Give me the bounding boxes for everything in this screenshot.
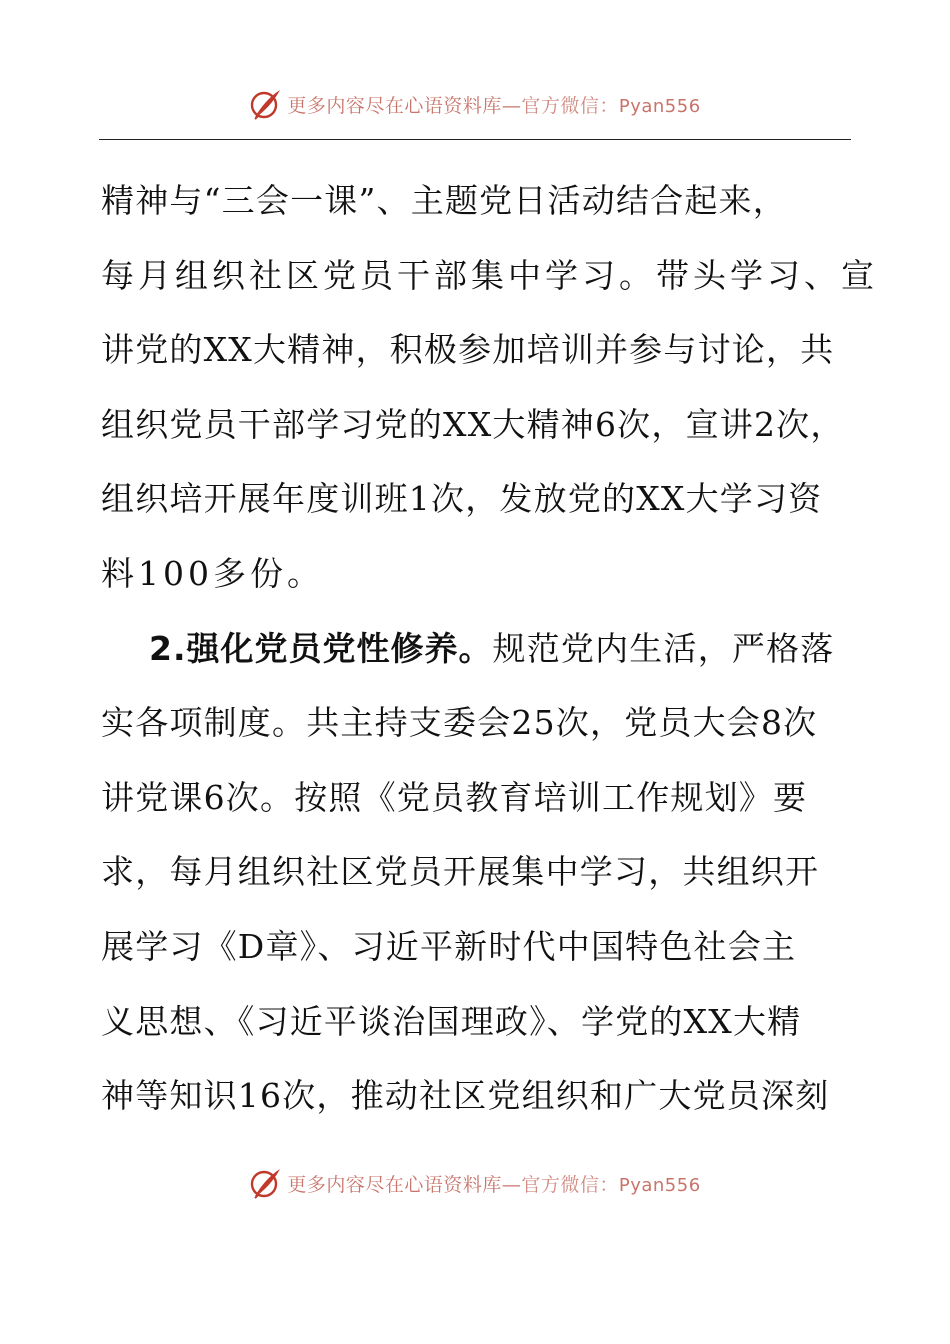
header-divider xyxy=(99,139,851,140)
footer-banner xyxy=(0,1163,950,1203)
footer-separator: — xyxy=(501,1173,522,1196)
header-wechat-id: Pyan556 xyxy=(618,95,701,117)
body-line: 求，每月组织社区党员开展集中学习，共组织开 xyxy=(101,852,820,892)
document-body xyxy=(101,168,878,1138)
footer-wechat-id: Pyan556 xyxy=(618,1174,701,1196)
quill-pen-logo-icon xyxy=(249,1166,283,1200)
footer-text xyxy=(287,1170,700,1197)
section-2-heading: 2.强化党员党性修养。 xyxy=(149,628,493,668)
body-line: 料100多份。 xyxy=(101,553,324,593)
header-separator: — xyxy=(501,94,522,117)
header-text xyxy=(287,91,700,118)
header-banner xyxy=(0,84,950,124)
body-line: 讲党的XX大精神，积极参加培训并参与讨论，共 xyxy=(101,330,835,370)
section-2-first-line-text: 规范党内生活，严格落 xyxy=(492,628,835,668)
body-line: 神等知识16次，推动社区党组织和广大党员深刻 xyxy=(101,1076,830,1116)
quill-pen-logo-icon xyxy=(249,87,283,121)
body-line: 每月组织社区党员干部集中学习。带头学习、宣 xyxy=(101,255,878,295)
body-line: 组织党员干部学习党的XX大精神6次，宣讲2次， xyxy=(101,404,845,444)
footer-wechat-label: 官方微信： xyxy=(521,1173,619,1196)
body-line: 讲党课6次。按照《党员教育培训工作规划》要 xyxy=(101,777,808,817)
body-line: 实各项制度。共主持支委会25次，党员大会8次 xyxy=(101,703,818,743)
header-wechat-label: 官方微信： xyxy=(521,94,619,117)
header-brand: 更多内容尽在心语资料库 xyxy=(287,94,502,117)
body-line: 组织培开展年度训班1次，发放党的XX大学习资 xyxy=(101,479,823,519)
section-2-first-line xyxy=(101,616,861,691)
body-line: 展学习《D章》、习近平新时代中国特色社会主 xyxy=(101,926,797,966)
body-line: 精神与“三会一课”、主题党日活动结合起来， xyxy=(101,181,787,220)
footer-brand: 更多内容尽在心语资料库 xyxy=(287,1173,502,1196)
body-line: 义思想、《习近平谈治国理政》、学党的XX大精 xyxy=(101,1001,802,1041)
